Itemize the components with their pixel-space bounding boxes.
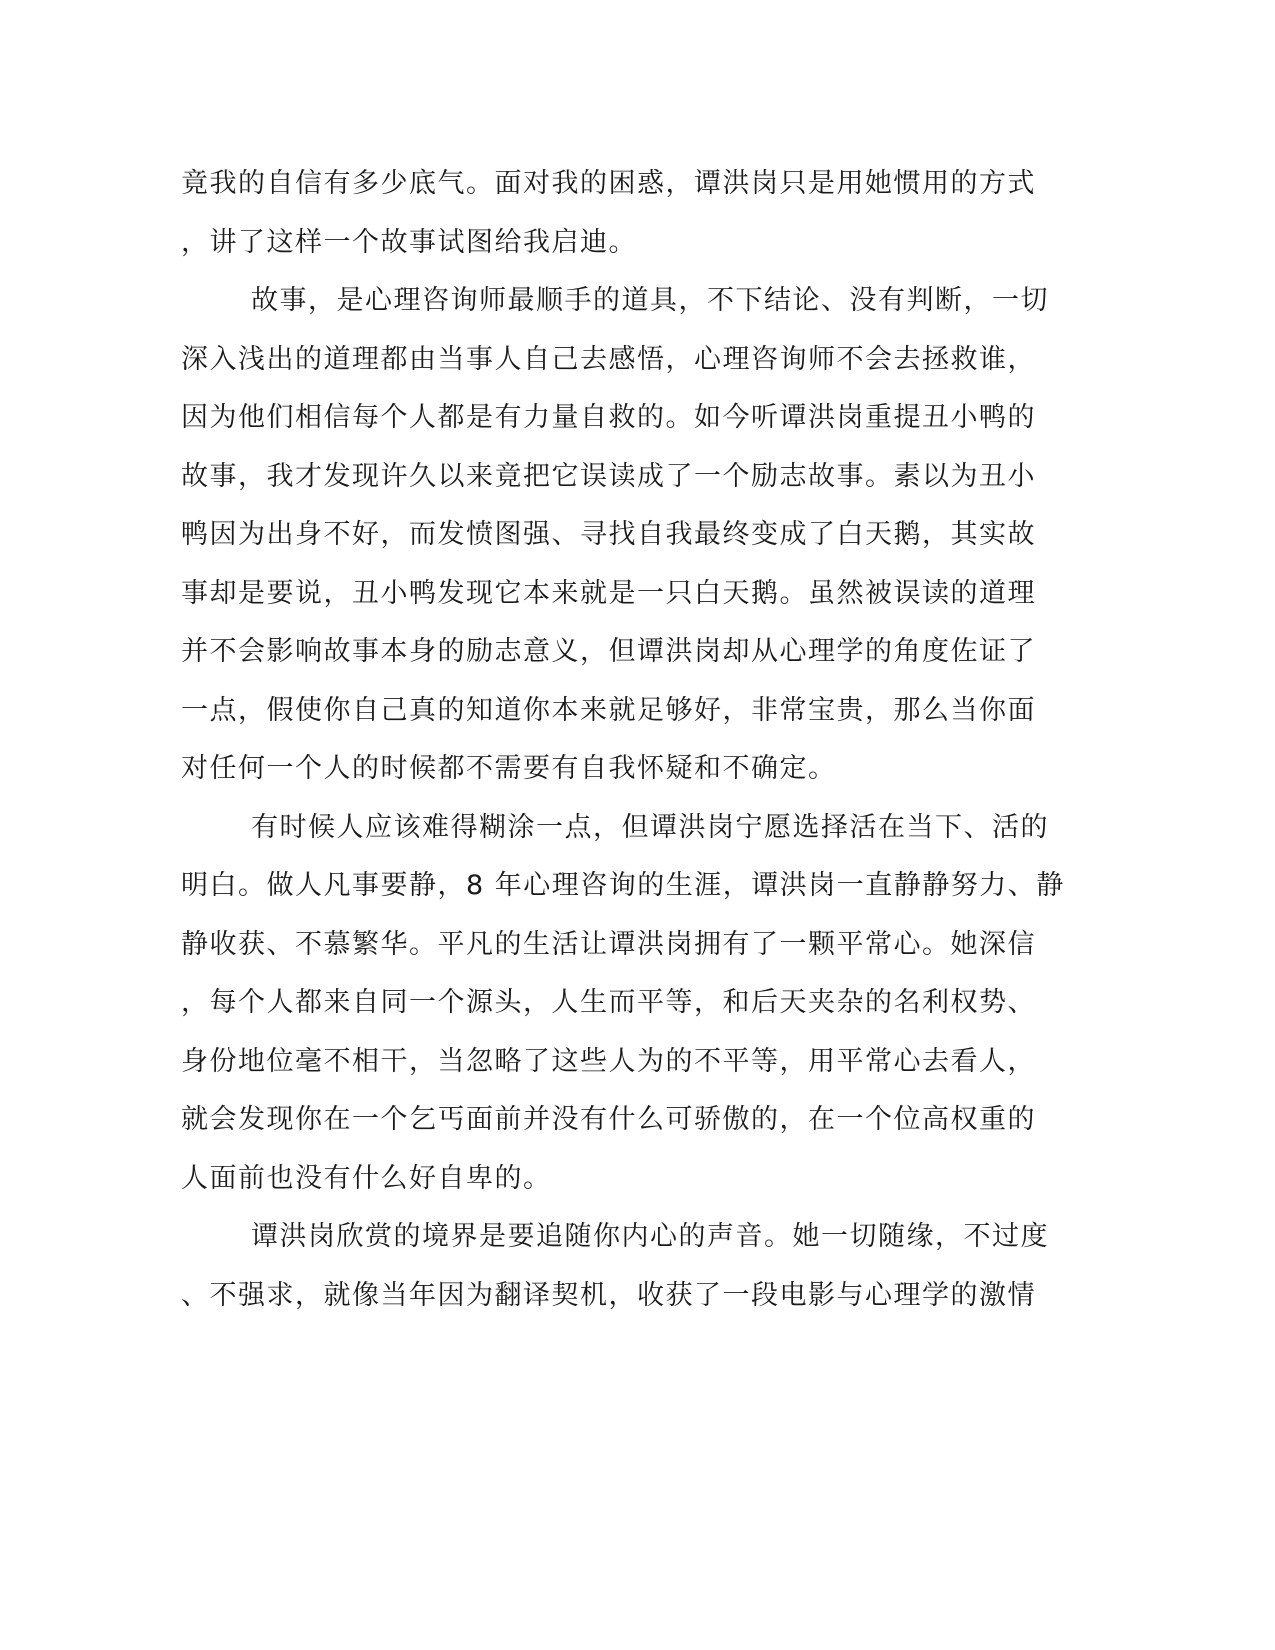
text-line: 因为他们相信每个人都是有力量自救的。如今听谭洪岗重提丑小鸭的 xyxy=(181,402,1036,433)
text-line: 人面前也没有什么好自卑的。 xyxy=(181,1162,552,1194)
text-line: 并不会影响故事本身的励志意义，但谭洪岗却从心理学的角度佐证了 xyxy=(181,636,1036,667)
text-line: ，每个人都来自同一个源头，人生而平等，和后天夹杂的名利权势、 xyxy=(181,987,1036,1018)
text-line: 静收获、不慕繁华。平凡的生活让谭洪岗拥有了一颗平常心。她深信 xyxy=(181,928,1036,960)
text-line: 身份地位毫不相干，当忽略了这些人为的不平等，用平常心去看人， xyxy=(181,1045,1036,1077)
text-line: 、不强求，就像当年因为翻译契机，收获了一段电影与心理学的激情 xyxy=(181,1279,1036,1311)
paragraph-start-line: 故事，是心理咨询师最顺手的道具，不下结论、没有判断，一切 xyxy=(251,285,1049,316)
text-line: 就会发现你在一个乞丐面前并没有什么可骄傲的，在一个位高权重的 xyxy=(181,1104,1036,1135)
text-line: 一点，假使你自己真的知道你本来就足够好，非常宝贵，那么当你面 xyxy=(181,694,1036,726)
text-line: 对任何一个人的时候都不需要有自我怀疑和不确定。 xyxy=(181,753,837,784)
text-line: 事却是要说，丑小鸭发现它本来就是一只白天鹅。虽然被误读的道理 xyxy=(181,577,1036,609)
text-line: 明白。做人凡事要静，8 年心理咨询的生涯，谭洪岗一直静静努力、静 xyxy=(181,870,1065,901)
text-line: 深入浅出的道理都由当事人自己去感悟，心理咨询师不会去拯救谁， xyxy=(181,343,1036,375)
paragraph-start-line: 谭洪岗欣赏的境界是要追随你内心的声音。她一切随缘，不过度 xyxy=(251,1221,1049,1252)
paragraph-start-line: 有时候人应该难得糊涂一点，但谭洪岗宁愿选择活在当下、活的 xyxy=(251,811,1049,843)
text-line: 竟我的自信有多少底气。面对我的困惑，谭洪岗只是用她惯用的方式 xyxy=(181,168,1036,199)
text-line: 鸭因为出身不好，而发愤图强、寻找自我最终变成了白天鹅，其实故 xyxy=(181,519,1036,550)
body-text xyxy=(181,155,1065,1325)
text-line: 故事，我才发现许久以来竟把它误读成了一个励志故事。素以为丑小 xyxy=(181,460,1036,492)
text-line: ，讲了这样一个故事试图给我启迪。 xyxy=(181,226,637,258)
